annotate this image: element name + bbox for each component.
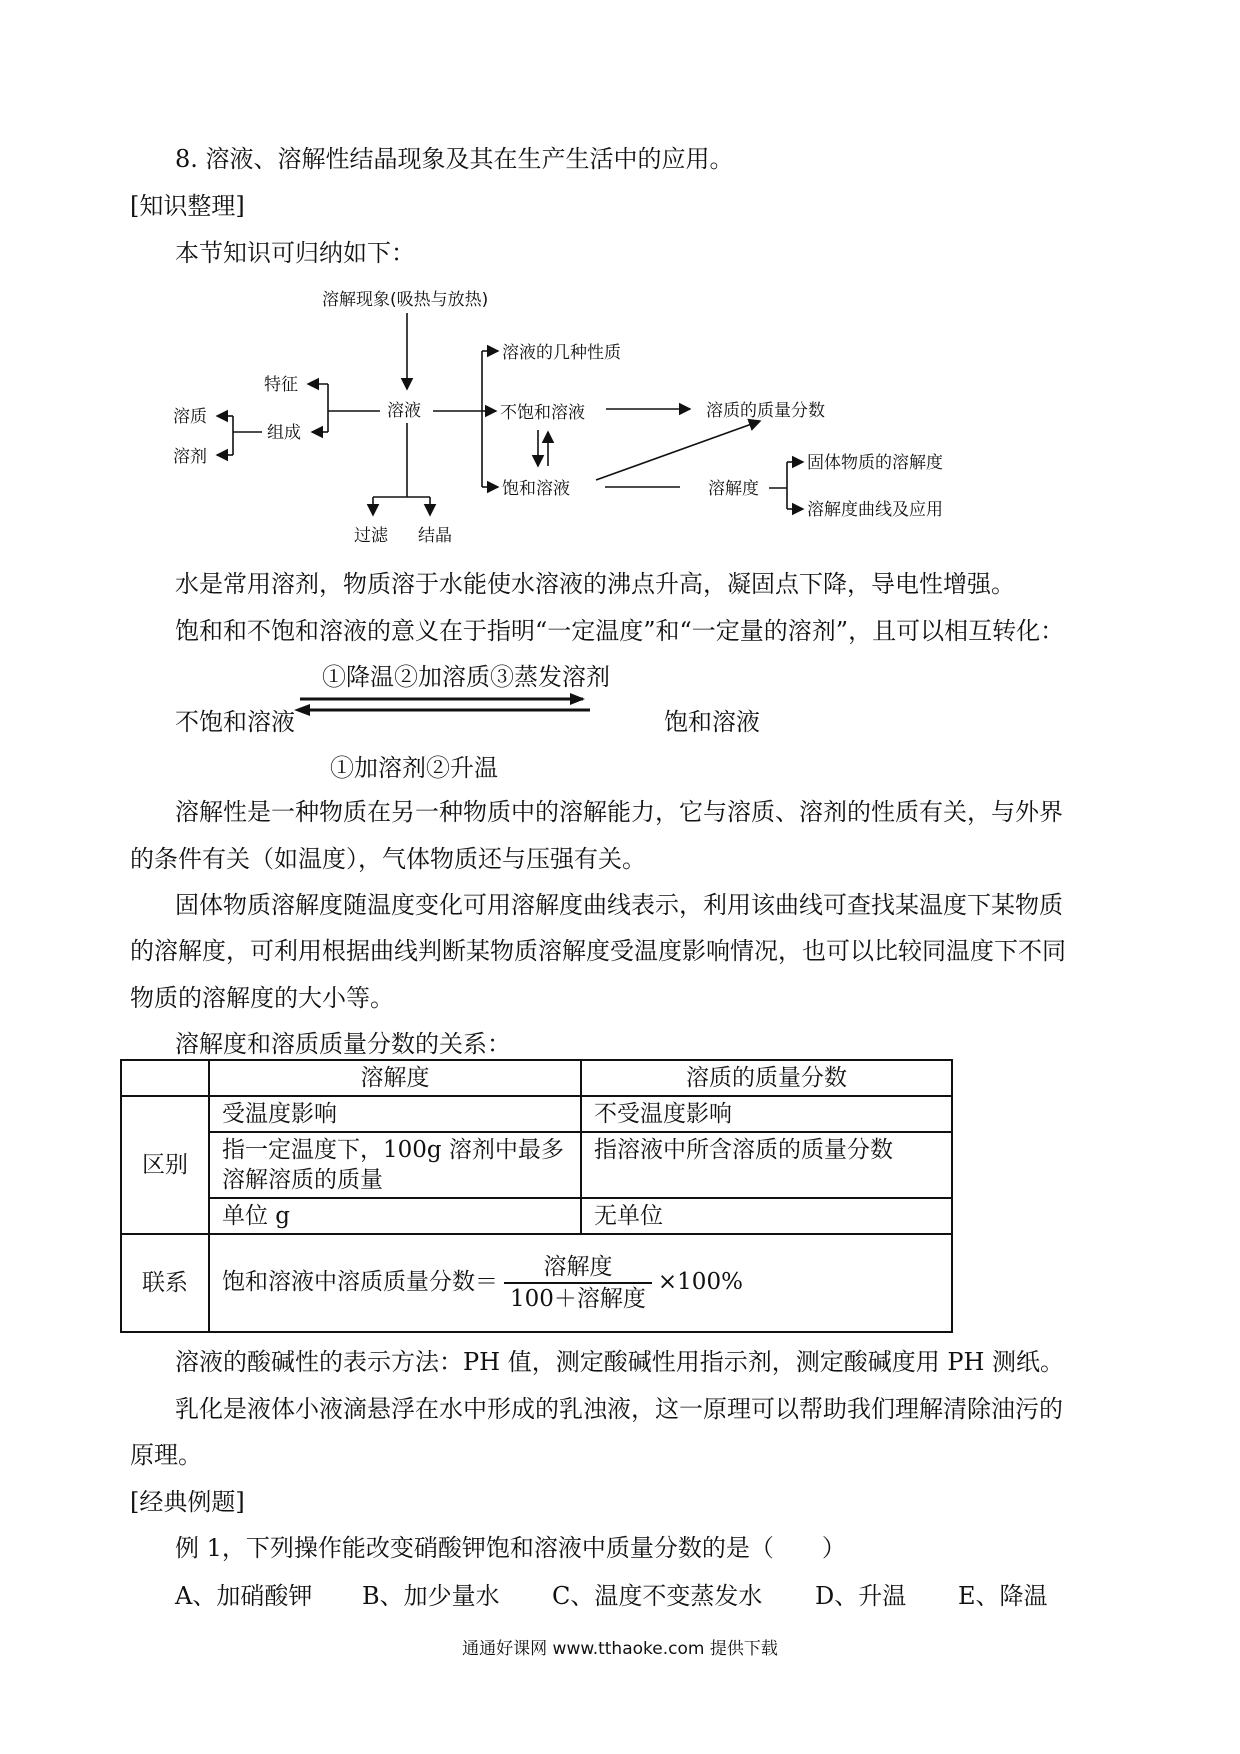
option-c: C、温度不变蒸发水 <box>552 1582 763 1610</box>
formula-prefix: 饱和溶液中溶质质量分数＝ <box>222 1269 498 1295</box>
diagram-unsaturated: 不饱和溶液 <box>500 403 585 423</box>
diagram-mass-fraction: 溶质的质量分数 <box>706 401 825 421</box>
diagram-crystal: 结晶 <box>418 526 452 546</box>
table-cell: 受温度影响 <box>209 1096 581 1132</box>
para-emulsion-line-1: 乳化是液体小液滴悬浮在水中形成的乳浊液，这一原理可以帮助我们理解清除油污的 <box>175 1395 1063 1423</box>
section-examples: [经典例题] <box>130 1488 245 1516</box>
heading-item-8: 8. 溶液、溶解性结晶现象及其在生产生活中的应用。 <box>175 145 734 173</box>
para-curve-line-1: 固体物质溶解度随温度变化可用溶解度曲线表示，利用该曲线可查找某温度下某物质 <box>175 891 1063 919</box>
diagram-filter: 过滤 <box>354 526 388 546</box>
conversion-arrows <box>290 692 600 718</box>
diagram-solute: 溶质 <box>173 407 207 427</box>
formula-denominator: 100＋溶解度 <box>510 1286 646 1312</box>
conversion-backward: ①加溶剂②升温 <box>330 754 498 782</box>
para-emulsion-line-2: 原理。 <box>130 1441 202 1469</box>
table-cell: 单位 g <box>209 1198 581 1234</box>
table-caption: 溶解度和溶质质量分数的关系： <box>175 1030 511 1058</box>
intro-text: 本节知识可归纳如下： <box>175 239 415 267</box>
diagram-center: 溶液 <box>387 401 421 421</box>
conversion-left: 不饱和溶液 <box>175 708 295 736</box>
diagram-feature: 特征 <box>264 375 298 395</box>
conversion-right: 饱和溶液 <box>664 708 760 736</box>
table-cell: 无单位 <box>581 1198 952 1234</box>
example-1: 例 1，下列操作能改变硝酸钾饱和溶液中质量分数的是（ ） <box>175 1534 846 1562</box>
table-head-mass-fraction: 溶质的质量分数 <box>581 1060 952 1096</box>
concept-diagram <box>0 0 1240 560</box>
para-ph: 溶液的酸碱性的表示方法：PH 值，测定酸碱性用指示剂，测定酸碱度用 PH 测纸。 <box>175 1348 1065 1376</box>
para-solubility-line-1: 溶解性是一种物质在另一种物质中的溶解能力，它与溶质、溶剂的性质有关，与外界 <box>175 798 1063 826</box>
table-corner <box>121 1060 209 1096</box>
diagram-solid-solubility: 固体物质的溶解度 <box>807 453 943 473</box>
para-solubility-line-2: 的条件有关（如温度），气体物质还与压强有关。 <box>130 845 646 873</box>
option-a: A、加硝酸钾 <box>175 1582 313 1610</box>
table-head-solubility: 溶解度 <box>209 1060 581 1096</box>
section-knowledge: [知识整理] <box>130 192 245 220</box>
para-water: 水是常用溶剂，物质溶于水能使水溶液的沸点升高，凝固点下降，导电性增强。 <box>175 570 1015 598</box>
formula-numerator: 溶解度 <box>504 1252 652 1284</box>
para-curve-line-3: 物质的溶解度的大小等。 <box>130 984 394 1012</box>
table-cell: 不受温度影响 <box>581 1096 952 1132</box>
table-link-label: 联系 <box>121 1234 209 1332</box>
diagram-solvent: 溶剂 <box>173 447 207 467</box>
para-curve-line-2: 的溶解度，可利用根据曲线判断某物质溶解度受温度影响情况，也可以比较同温度下不同 <box>130 937 1066 965</box>
conversion-forward: ①降温②加溶质③蒸发溶剂 <box>322 663 610 691</box>
diagram-top: 溶解现象(吸热与放热) <box>322 290 489 310</box>
table-formula <box>209 1234 952 1332</box>
diagram-curve: 溶解度曲线及应用 <box>807 500 943 520</box>
option-e: E、降温 <box>958 1582 1048 1610</box>
formula-suffix: ×100% <box>657 1269 743 1295</box>
option-b: B、加少量水 <box>362 1582 500 1610</box>
formula-fraction <box>504 1252 652 1314</box>
page-footer: 通通好课网 www.tthaoke.com 提供下载 <box>462 1639 778 1659</box>
option-d: D、升温 <box>815 1582 907 1610</box>
table-cell: 指溶液中所含溶质的质量分数 <box>581 1132 952 1198</box>
diagram-saturated: 饱和溶液 <box>502 479 570 499</box>
diagram-solubility: 溶解度 <box>708 479 759 499</box>
table-diff-label: 区别 <box>121 1096 209 1234</box>
table-cell: 指一定温度下，100g 溶剂中最多溶解溶质的质量 <box>209 1132 581 1198</box>
diagram-properties: 溶液的几种性质 <box>502 343 621 363</box>
para-saturation: 饱和和不饱和溶液的意义在于指明“一定温度”和“一定量的溶剂”，且可以相互转化： <box>175 617 1065 645</box>
comparison-table <box>120 1059 953 1333</box>
diagram-composition: 组成 <box>267 423 301 443</box>
